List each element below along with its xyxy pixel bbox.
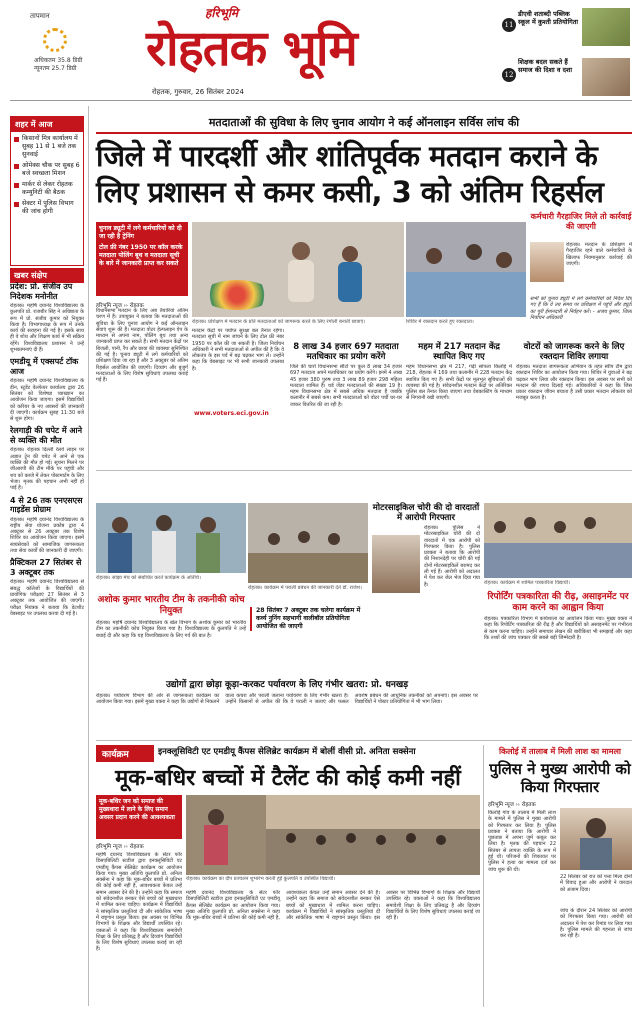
city-today-item (14, 162, 80, 178)
promo-1-photo (582, 8, 630, 46)
promo-1-number: 11 (502, 18, 516, 32)
city-today-item (14, 181, 80, 197)
bullet-icon (14, 183, 19, 188)
moto-body: रोहतक। पुलिस ने मोटरसाइकिल चोरी की दो वारदातों में एक आरोपी को गिरफ्तार किया है। पुलिस प्रवक्ता ने बताया कि आरोपी की निशानदेही पर चोरी की गई दोनों मोटरसाइकिलें बरामद कर ली गई हैं। आरोपी को अदालत में पेश कर जेल भेज दिया गया है। (424, 525, 480, 588)
brief-body: रोहतक। महर्षि दयानंद विश्वविद्यालय के राष्ट्रीय सेवा योजना प्रकोष्ठ द्वारा 4 अक्टूबर से 26 अक्टूबर तक विशेष शिविर का आयोजन किया जाएगा। इसमें स्वयंसेवकों को सामाजिक जागरूकता तथा सेवा कार्यों की जानकारी दी जाएगी। (10, 516, 84, 555)
lead-headline: जिले में पारदर्शी और शांतिपूर्वक मतदान कराने के लिए प्रशासन से कमर कसी, 3 को अंतिम रिहर्सल (96, 139, 604, 209)
lead-rule (96, 132, 632, 134)
sun-icon (43, 28, 67, 52)
brief-body: रोहतक। रोहतक दिल्ली रेलवे लाइन पर अज्ञात ट्रेन की चपेट में आने से एक व्यक्ति की मौत हो गई। सूचना मिलने पर जीआरपी की टीम मौके पर पहुंची और शव को कब्जे में लेकर पोस्टमार्टम के लिए भेजा। मृतक की पहचान अभी नहीं हो पाई है। (10, 447, 84, 492)
brief-item (10, 357, 84, 422)
brief-item (10, 426, 84, 491)
blood-body: रोहतक। मतदाता जागरूकता अभियान के तहत स्वीप टीम द्वारा रक्तदान शिविर का आयोजन किया गया। शिविर में युवाओं ने बढ़ चढ़कर भाग लिया और रक्तदान किया। इस अवसर पर सभी को मतदान की शपथ दिलाई गई। अधिकारियों ने कहा कि जिस प्रकार रक्तदान जीवन बचाता है उसी प्रकार मतदान लोकतंत्र को मजबूत करता है। (516, 364, 632, 402)
temp-max: अधिकतम 35.8 डिग्री (34, 57, 83, 64)
brief-head: एमडीयू में एक्सपर्ट टॉक आज (10, 357, 79, 376)
city-today-item-text: मार्कर से लेकर रोहतक कम्युनिटी की बैठक (22, 181, 73, 196)
brief-body: रोहतक। महर्षि दयानंद विश्वविद्यालय के कुलपति प्रो. राजबीर सिंह ने अधिष्ठाता के रूप में प्रो. संजीव कुमार को नियुक्त किया है। विभागाध्यक्ष के रूप में उनके कार्य की सराहना की गई है। इसके साथ ही वे शोध और शिक्षण कार्य में भी सक्रिय रहेंगे। विश्वविद्यालय प्रशासन ने उन्हें शुभकामनाएं दी हैं। (10, 303, 84, 354)
feature-label: कार्यक्रम (96, 745, 154, 762)
blood-head: वोटरों को जागरूक करने के लिए रक्तदान शिविर लगाया (523, 342, 625, 362)
promo-2-number: 12 (502, 68, 516, 82)
city-today-item-text: सेक्टर में पुलिस विभाग की जांच होगी (22, 200, 74, 215)
dateline: रोहतक, गुरुवार, 26 सितंबर 2024 (152, 88, 244, 96)
oct-note-text: 28 सितंबर 7 अक्टूबर तक चलेगा कार्यक्रम में कर्व्य नुनिंग सहभागी वालीबॉल प्रतियोगिता आयोजित की जाएगी (256, 607, 361, 630)
feature-body-2: महर्षि दयानंद विश्वविद्यालय के सेंटर फॉर डिसएबिलिटी स्टडीज द्वारा इनक्लूसिविटी एट एमडीयू कैंपस सेलिब्रेट कार्यक्रम का आयोजन किया गया। मुख्य अतिथि कुलपति प्रो. अनिता सक्सेना ने कहा कि मूक-बधिर बच्चों में प्रतिभा की कोई कमी नहीं है, आवश्यकता केवल उन्हें समान अवसर देने की है। उन्होंने कहा कि समाज को संवेदनशील बनकर ऐसे बच्चों को मुख्यधारा में शामिल करना चाहिए। कार्यक्रम में विद्यार्थियों ने सांस्कृतिक प्रस्तुतियां दीं और सांकेतिक भाषा में राष्ट्रगान प्रस्तुत किया। इस अवसर पर विभिन्न विभागों के शिक्षक और विद्यार्थी उपस्थित रहे। वक्ताओं ने कहा कि विश्वविद्यालय समावेशी शिक्षा के लिए प्रतिबद्ध है और दिव्यांग विद्यार्थियों के लिए विशेष सुविधाएं उपलब्ध कराई जा रही हैं। (186, 890, 480, 922)
ashok-head: अशोक कुमार भारतीय टीम के तकनीकी कोच नियुक्त (97, 595, 245, 616)
promo-2[interactable] (502, 56, 632, 98)
maham-head: महम में 217 मतदान केंद्र स्थापित किए गए (418, 342, 500, 362)
journalism-caption: रोहतक। कार्यक्रम में शामिल पत्रकारिता विद्यार्थी। (484, 580, 570, 586)
maham-story (406, 342, 512, 462)
police-photo (560, 808, 632, 870)
accused-photo (372, 535, 420, 593)
masthead-divider (10, 100, 632, 101)
blood-story (516, 342, 632, 462)
lead-byline: हरिभूमि न्यूज ›› रोहतक (96, 303, 144, 309)
police-byline: हरिभूमि न्यूज ›› रोहतक (488, 802, 536, 808)
lead-bullet-1: चुनाव ड्यूटी में लगे कर्मचारियों को दी जा रही है ट्रेनिंग (99, 225, 182, 240)
lead-body-1: विधानसभा मतदान के लिए अब तैयारियां अंतिम चरण में हैं। उपायुक्त ने बताया कि मतदाताओं की सुविधा के लिए चुनाव आयोग ने कई ऑनलाइन सेवाएं शुरू की हैं। मतदाता वोटर हेल्पलाइन ऐप के माध्यम से अपना नाम, पोलिंग बूथ तथा अन्य जानकारी प्राप्त कर सकते हैं। सभी मतदान केंद्रों पर बिजली, पानी, रैंप और छाया की व्यवस्था सुनिश्चित की गई है। चुनाव ड्यूटी में लगे कर्मचारियों को प्रशिक्षण दिया जा रहा है और 3 अक्टूबर को अंतिम रिहर्सल आयोजित की जाएगी। दिव्यांग और बुजुर्ग मतदाताओं के लिए विशेष सुविधाएं उपलब्ध कराई गई हैं। (96, 308, 188, 384)
lead-photo-caption-2: शिविर में रक्तदान करते हुए रक्तदाता। (406, 319, 474, 325)
journalism-story (484, 592, 632, 732)
farm-block (96, 680, 478, 737)
lead-side-quote: सभी को चुनाव ड्यूटी में लगे कर्मचारियों को निर्देश दिए गए हैं कि वे तय समय पर प्रशिक्षण में पहुंचें और ड्यूटी का पूरी ईमानदारी से निर्वहन करें। - अजय कुमार, जिला निर्वाचन अधिकारी (530, 296, 632, 321)
bullet-icon (14, 137, 19, 142)
promo-2-text: शिक्षक बदल सकते हैं समाज की दिशा व दशा (518, 58, 572, 74)
lead-bullet-2: टोल फ्री नंबर 1950 पर कॉल करके मतदाता पोलिंग बूथ व मतदाता सूची के बारे में जानकारी प्राप्त कर सकते (99, 244, 183, 267)
police-body-2: जांच के दौरान 24 सितंबर को आरोपी को गिरफ्तार किया गया। आरोपी को अदालत में पेश कर रिमांड पर लिया गया है। पुलिस मामले की गहनता से जांच कर रही है। (560, 908, 632, 940)
brand-small: हरिभूमि (205, 6, 239, 20)
city-today-item-text: ओमेक्स चौक पर सुबह 6 बजे स्वच्छता मिशन (22, 162, 80, 177)
brief-head: रेलगाड़ी की चपेट में आने से व्यक्ति की मौत (10, 426, 83, 445)
farm-caption: रोहतक। कार्यक्रम में पराली प्रबंधन की जानकारी देते डॉ. राजेश। (248, 585, 362, 591)
police-headline: पुलिस ने मुख्य आरोपी को किया गिरफ्तार (489, 760, 631, 796)
feature-body-1: महर्षि दयानंद विश्वविद्यालय के सेंटर फॉर डिसएबिलिटी स्टडीज द्वारा इनक्लूसिविटी एट एमडीयू कैंपस सेलिब्रेट कार्यक्रम का आयोजन किया गया। मुख्य अतिथि कुलपति प्रो. अनिता सक्सेना ने कहा कि मूक-बधिर बच्चों में प्रतिभा की कोई कमी नहीं है, आवश्यकता केवल उन्हें समान अवसर देने की है। उन्होंने कहा कि समाज को संवेदनशील बनकर ऐसे बच्चों को मुख्यधारा में शामिल करना चाहिए। कार्यक्रम में विद्यार्थियों ने सांस्कृतिक प्रस्तुतियां दीं और सांकेतिक भाषा में राष्ट्रगान प्रस्तुत किया। इस अवसर पर विभिन्न विभागों के शिक्षक और विद्यार्थी उपस्थित रहे। वक्ताओं ने कहा कि विश्वविद्यालय समावेशी शिक्षा के लिए प्रतिबद्ध है और दिव्यांग विद्यार्थियों के लिए विशेष सुविधाएं उपलब्ध कराई जा रही हैं। (96, 852, 182, 953)
lead-side-box (530, 212, 632, 340)
lead-photo-caption: रोहतक। प्रशिक्षण में मतदान के प्रति मतदाताओं को जागरूक करते के लिए रंगोली बनाती छात्राएं। (192, 319, 366, 325)
feature-kicker: इनक्लूसिविटी एट एमडीयू कैंपस सेलिब्रेट कार्यक्रम में बोलीं वीसी प्रो. अनिता सक्सेना (158, 747, 416, 757)
police-kicker: किलोई में तालाब में मिली लाश का मामला (498, 747, 622, 756)
temp-min: न्यूनतम 25.7 डिग्री (34, 65, 77, 72)
city-today-title: शहर में आज (11, 117, 83, 132)
brief-title: खबर संक्षेप (10, 268, 84, 283)
lead-photo-bloodcamp (406, 222, 526, 317)
voters-head: 8 लाख 34 हजार 697 मतदाता मतधिकार का प्रयोग करेंगे (293, 342, 399, 362)
bullet-icon (14, 202, 19, 207)
city-today-item-text: किसानों मित्र कार्यालय में सुबह 11 से 1 बजे तक सुनवाई (22, 135, 78, 158)
lead-side-head: कर्मचारी गैरहाजिर मिले तो कार्रवाई की जाएगी (530, 212, 632, 231)
feature-bullet-box (96, 795, 182, 839)
city-today-list (11, 132, 83, 222)
voters-website[interactable]: www.voters.eci.gov.in (194, 410, 269, 417)
feature-caption: रोहतक। कार्यक्रम का दीप प्रज्वलन शुभारंभ करती हुईं कुलपति व उपस्थित विद्यार्थी। (186, 876, 336, 882)
brief-item (10, 558, 84, 617)
lead-body-2: मतदान केंद्रों पर पर्याप्त सुरक्षा बल तैनात रहेगा। मतदाता सूची में नाम जांचने के लिए टोल फ्री नंबर 1950 पर कॉल की जा सकती है। जिला निर्वाचन अधिकारी ने सभी मतदाताओं से अपील की है कि वे लोकतंत्र के इस पर्व में बढ़ चढ़कर भाग लें। उन्होंने कहा कि वेबसाइट पर भी सभी जानकारी उपलब्ध है। (192, 328, 284, 372)
maham-body: महम विधानसभा क्षेत्र में 217, गढ़ी सांपला किलोई में 218, रोहतक में 169 तथा कलानौर में 228 मतदान केंद्र स्थापित किए गए हैं। सभी केंद्रों पर मूलभूत सुविधाओं की व्यवस्था की गई है। संवेदनशील मतदान केंद्रों पर अतिरिक्त पुलिस बल तैनात किया जाएगा तथा वेबकास्टिंग के माध्यम से निगरानी रखी जाएगी। (406, 364, 512, 402)
lead-photo-rangoli (192, 222, 404, 317)
city-today-item (14, 200, 80, 216)
brief-head: 4 से 26 तक एनएसएस गाइडेंस प्रोग्राम (10, 495, 83, 515)
brief-item (10, 496, 84, 555)
promo-2-photo (582, 58, 630, 96)
voters-body: जिले की चारों विधानसभा सीटों पर कुल 8 लाख 34 हजार 697 मतदाता अपने मताधिकार का प्रयोग करेंगे। इनमें 4 लाख 45 हजार 380 पुरुष तथा 3 लाख 89 हजार 298 महिला मतदाता शामिल हैं। थर्ड जेंडर मतदाताओं की संख्या 19 है। महम विधानसभा क्षेत्र में सबसे अधिक मतदाता हैं जबकि कलानौर में सबसे कम। सभी मतदाताओं को वोटर पर्ची घर-घर जाकर वितरित की जा रही है। (290, 364, 402, 408)
voters-story (290, 342, 402, 462)
bullet-icon (14, 164, 19, 169)
moto-story (372, 503, 480, 665)
ashok-photo (96, 503, 246, 573)
moto-head: मोटरसाइकिल चोरी की दो वारदातों में आरोपी गिरफ्तार (372, 503, 480, 523)
brief-item (10, 282, 84, 353)
farm-body: रोहतक। पर्यावरण विभाग की ओर से जागरूकता कार्यक्रम का आयोजन किया गया। इसमें मुख्य वक्ता ने कहा कि उद्योगों से निकलने वाला कचरा और पराली जलाना पर्यावरण के लिए गंभीर खतरा है। उन्होंने किसानों से अपील की कि वे पराली न जलाएं और फसल अवशेष प्रबंधन की आधुनिक तकनीकों को अपनाएं। इस अवसर पर विद्यार्थियों ने पोस्टर प्रतियोगिता में भी भाग लिया। (96, 693, 478, 706)
promo-1[interactable] (502, 6, 632, 48)
journalism-head: रिपोर्टिंग पत्रकारिता की रीढ़, असाइनमेंट पर काम करने का आह्वान किया (487, 592, 629, 613)
brief-head: प्रैक्टिकल 27 सितंबर से 3 अक्टूबर तक (10, 558, 82, 577)
lead-kicker: मतदाताओं की सुविधा के लिए चुनाव आयोग ने कई ऑनलाइन सर्विस लांच की (208, 116, 520, 129)
police-body: किलोई गांव के तालाब में मिली लाश के मामले में पुलिस ने मुख्य आरोपी को गिरफ्तार कर लिया है। पुलिस प्रवक्ता ने बताया कि आरोपी ने पूछताछ में अपना जुर्म कबूल कर लिया है। मृतक की पहचान 22 सितंबर से लापता व्यक्ति के रूप में हुई थी। परिजनों की शिकायत पर पुलिस ने हत्या का मामला दर्ज कर जांच शुरू की थी। (488, 810, 556, 873)
ashok-body: रोहतक। महर्षि दयानंद विश्वविद्यालय के खेल विभाग के अशोक कुमार को भारतीय टीम का तकनीकी कोच नियुक्त किया गया है। विश्वविद्यालय के कुलपति ने उन्हें बधाई दी और कहा कि यह विश्वविद्यालय के लिए गर्व की बात है। (96, 620, 246, 639)
officer-photo (530, 242, 564, 282)
brief-list (10, 282, 84, 1004)
brief-body: रोहतक। महर्षि दयानंद विश्वविद्यालय के डीन, स्टूडेंट वेलफेयर कार्यालय द्वारा 26 सितंबर को विशेषज्ञ व्याख्यान का आयोजन किया जाएगा। इसमें विद्यार्थियों को करियर के नए अवसरों की जानकारी दी जाएगी। कार्यक्रम सुबह 11:30 बजे से शुरू होगा। (10, 378, 84, 423)
feature-photo (186, 795, 480, 875)
city-today-box (10, 116, 84, 266)
brief-body: रोहतक। महर्षि दयानंद विश्वविद्यालय से संबद्ध कॉलेजों के विद्यार्थियों की प्रायोगिक परीक्षाएं 27 सितंबर से 3 अक्टूबर तक आयोजित की जाएंगी। परीक्षा नियंत्रक ने बताया कि डेटशीट वेबसाइट पर उपलब्ध करवा दी गई है। (10, 579, 84, 617)
farm-head: उद्योगों द्वारा छोड़ा कूड़ा-करकट पर्यावरण के लिए गंभीर खतरा: प्रो. धनखड़ (165, 680, 409, 690)
city-today-item (14, 135, 80, 159)
ashok-caption: रोहतक। सांझा मंच को संबोधित करते कार्यक्रम के अतिथि। (96, 575, 201, 581)
promo-1-text: डीएवी शताब्दी पब्लिक स्कूल में कुश्ती प्रतियोगिता (518, 10, 578, 26)
journalism-body: रोहतक। पत्रकारिता विभाग में कार्यशाला का आयोजन किया गया। मुख्य वक्ता ने कहा कि रिपोर्टिंग पत्रकारिता की रीढ़ है और विद्यार्थियों को असाइनमेंट पर गंभीरता से काम करना चाहिए। उन्होंने समाचार लेखन की बारीकियां भी समझाईं और कहा कि तथ्यों की जांच पत्रकार की सबसे बड़ी जिम्मेदारी है। (484, 616, 632, 641)
brief-head: प्रदेश: प्रो. संजीव उप निदेशक मनोनीत (10, 282, 73, 301)
temperature-label: तापमान (30, 12, 50, 20)
oct-note (250, 607, 368, 631)
lead-bullets (96, 222, 188, 296)
feature-bullet: मूक-बधिर जन को समाज की मुख्यधारा में लाने के लिए समान अवसर प्रदान करने की आवश्यकता (99, 798, 175, 821)
feature-byline: हरिभूमि न्यूज ›› रोहतक (96, 844, 144, 850)
masthead-title: रोहतक भूमि (146, 19, 357, 77)
journalism-photo (484, 503, 632, 578)
lead-side-body: रोहतक। मतदान के प्रशिक्षण में गैरहाजिर रहने वाले कर्मचारियों के खिलाफ नियमानुसार कार्रवाई की जाएगी। (566, 242, 632, 267)
feature-headline: मूक-बधिर बच्चों में टैलेंट की कोई कमी नहीं (115, 766, 461, 791)
farm-photo (248, 503, 368, 583)
police-caption: 22 सितंबर को रात को पत्ता मिला दोनों में विवाद हुआ और आरोपी ने वारदात को अंजाम दिया। (560, 874, 632, 893)
